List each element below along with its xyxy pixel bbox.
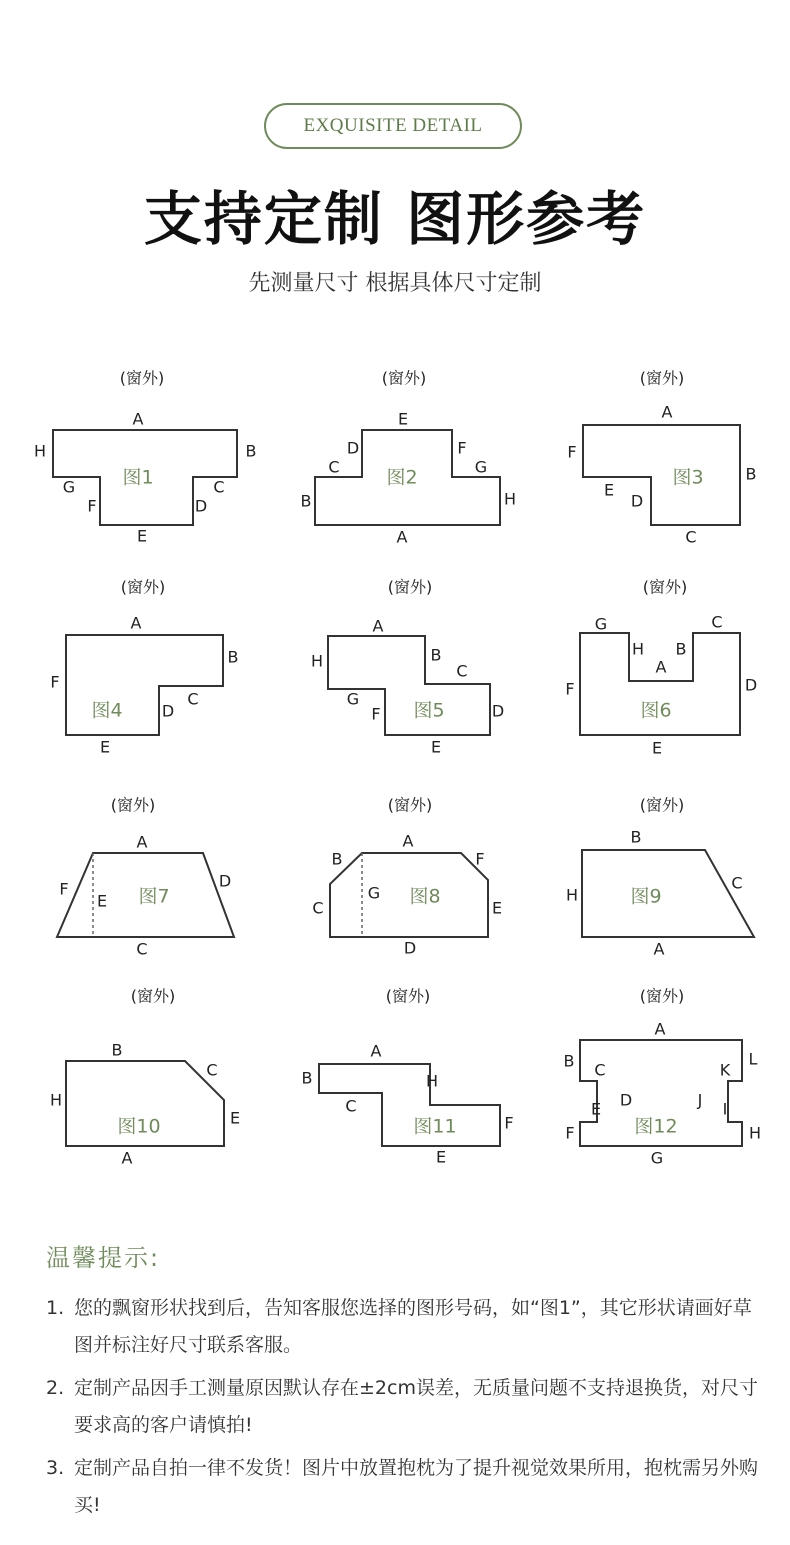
side-label-b: B [301,1068,313,1088]
side-label-e: E [96,891,108,911]
side-label-c: C [456,661,468,681]
tip-number: 2. [46,1377,65,1399]
figure-name: 图4 [91,699,123,722]
side-label-e: E [229,1108,241,1128]
figure-11 [302,987,514,1167]
figure-10 [50,987,240,1168]
side-label-f: F [504,1113,514,1133]
window-outside-label: (窗外) [639,986,685,1006]
side-label-a: A [653,939,665,959]
side-label-e: E [603,480,615,500]
side-label-a: A [136,832,148,852]
side-label-e: E [651,738,663,758]
window-outside-label: (窗外) [387,577,433,597]
side-label-f: F [87,496,97,516]
side-label-a: A [372,616,384,636]
side-label-c: C [685,527,697,547]
exquisite-detail-badge: EXQUISITE DETAIL [264,103,522,149]
figure-8 [312,796,502,958]
side-label-f: F [371,704,381,724]
side-label-c: C [206,1060,218,1080]
window-outside-label: (窗外) [381,368,427,388]
window-outside-label: (窗外) [639,795,685,815]
side-label-c: C [711,612,723,632]
side-label-l: L [748,1049,758,1069]
tip-number: 3. [46,1457,65,1479]
figure-6 [565,578,757,758]
figure-name: 图7 [138,885,170,908]
side-label-g: G [346,689,360,709]
side-label-a: A [132,409,144,429]
side-label-e: E [136,526,148,546]
tip-number: 1. [46,1297,65,1319]
tip-text: 定制产品因手工测量原因默认存在±2cm误差，无质量问题不支持退换货，对尺寸要求高的客户请慎拍! [74,1377,758,1436]
side-label-h: H [565,885,579,905]
figure-4 [50,578,238,757]
side-label-b: B [227,647,239,667]
side-label-c: C [328,457,340,477]
side-label-e: E [435,1147,447,1167]
window-outside-label: (窗外) [119,368,165,388]
window-outside-label: (窗外) [642,577,688,597]
side-label-b: B [331,849,343,869]
figure-name: 图8 [409,885,441,908]
figure-7 [57,796,234,959]
side-label-a: A [402,831,414,851]
side-label-g: G [474,457,488,477]
window-outside-label: (窗外) [385,986,431,1006]
figure-3 [567,369,756,547]
side-label-b: B [745,464,757,484]
side-label-h: H [33,441,47,461]
tip-item [46,1290,758,1364]
side-label-j: J [697,1090,703,1110]
figure-name: 图6 [640,699,672,722]
figure-9 [566,796,754,959]
side-label-a: A [655,657,667,677]
side-label-g: G [650,1148,664,1168]
tips-title: 温馨提示: [46,1244,161,1272]
side-label-a: A [370,1041,382,1061]
tips-list [46,1290,758,1530]
side-label-d: D [218,871,232,891]
figure-2 [301,369,517,547]
side-label-e: E [397,409,409,429]
side-label-g: G [367,883,381,903]
side-label-i: I [722,1099,728,1119]
figure-name: 图3 [672,466,704,489]
side-label-f: F [565,679,575,699]
side-label-b: B [563,1051,575,1071]
figure-name: 图12 [634,1115,678,1138]
figure-name: 图10 [117,1115,161,1138]
side-label-a: A [130,613,142,633]
side-label-e: E [99,737,111,757]
side-label-a: A [654,1019,666,1039]
side-label-d: D [161,701,175,721]
side-label-a: A [661,402,673,422]
window-outside-label: (窗外) [130,986,176,1006]
side-label-k: K [719,1060,731,1080]
side-label-h: H [748,1123,762,1143]
figure-1 [34,369,257,546]
side-label-g: G [594,614,608,634]
side-label-h: H [631,639,645,659]
side-label-d: D [346,438,360,458]
shape-outline [583,425,740,525]
tip-text: 定制产品自拍一律不发货！图片中放置抱枕为了提升视觉效果所用，抱枕需另外购买! [74,1457,759,1516]
tip-item [46,1370,758,1444]
side-label-h: H [49,1090,63,1110]
page-subtitle: 先测量尺寸 根据具体尺寸定制 [248,271,542,296]
shape-outline [328,636,490,735]
side-label-d: D [744,675,758,695]
side-label-b: B [430,645,442,665]
figure-name: 图11 [413,1115,457,1138]
side-label-d: D [619,1090,633,1110]
figure-12 [564,987,762,1168]
side-label-d: D [630,491,644,511]
side-label-c: C [312,898,324,918]
window-outside-label: (窗外) [110,795,156,815]
figure-name: 图5 [413,699,445,722]
tip-text: 您的飘窗形状找到后，告知客服您选择的图形号码，如“图1”，其它形状请画好草图并标注好尺寸联系客服。 [74,1297,752,1356]
side-label-f: F [475,849,485,869]
side-label-c: C [594,1060,606,1080]
side-label-c: C [213,477,225,497]
side-label-f: F [457,438,467,458]
figure-name: 图1 [122,466,154,489]
window-outside-label: (窗外) [120,577,166,597]
side-label-b: B [111,1040,123,1060]
side-label-f: F [50,672,60,692]
side-label-e: E [590,1099,602,1119]
figure-name: 图2 [386,466,418,489]
side-label-c: C [731,873,743,893]
shape-outline [66,635,223,735]
tip-item [46,1450,758,1524]
side-label-f: F [59,879,69,899]
window-outside-label: (窗外) [387,795,433,815]
side-label-d: D [491,701,505,721]
side-label-c: C [345,1096,357,1116]
side-label-a: A [121,1148,133,1168]
side-label-d: D [194,496,208,516]
side-label-h: H [310,651,324,671]
side-label-f: F [567,442,577,462]
side-label-b: B [675,639,687,659]
side-label-h: H [503,489,517,509]
shape-outline [582,850,754,937]
side-label-b: B [630,827,642,847]
side-label-b: B [245,441,257,461]
side-label-d: D [403,938,417,958]
side-label-e: E [430,737,442,757]
side-label-a: A [396,527,408,547]
side-label-h: H [425,1071,439,1091]
page-title: 支持定制 图形参考 [143,185,647,253]
side-label-c: C [187,689,199,709]
figure-name: 图9 [630,885,662,908]
window-outside-label: (窗外) [639,368,685,388]
side-label-b: B [300,491,312,511]
figure-5 [311,578,504,757]
side-label-f: F [565,1123,575,1143]
side-label-g: G [62,477,76,497]
side-label-e: E [491,898,503,918]
side-label-c: C [136,939,148,959]
